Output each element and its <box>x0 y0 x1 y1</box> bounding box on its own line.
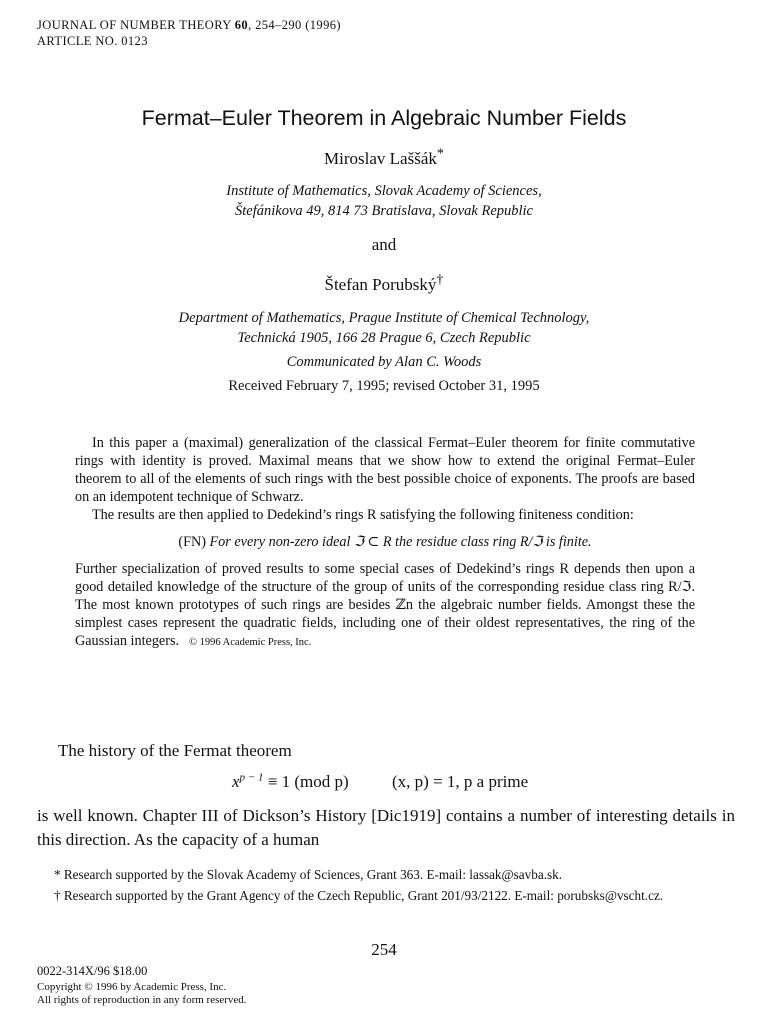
finiteness-condition-label: (FN) <box>178 534 206 551</box>
finiteness-condition <box>75 533 695 551</box>
affiliation-2-line-1: Department of Mathematics, Prague Institute of Chemical Technology, <box>178 310 590 326</box>
paper-title: Fermat–Euler Theorem in Algebraic Number Fields <box>141 106 627 130</box>
formula-exponent: p − 1 <box>239 771 264 784</box>
author-2 <box>0 271 768 295</box>
body-paragraph: is well known. Chapter III of Dickson’s History [Dic1919] contains a number of interesting details in this direction. As the capacity of a human <box>37 806 735 849</box>
page-number: 254 <box>371 940 397 959</box>
received-dates: Received February 7, 1995; revised October 31, 1995 <box>228 378 540 394</box>
footnote-2: † Research supported by the Grant Agency of the Czech Republic, Grant 201/93/2122. E-mail: porubsks@vscht.cz. <box>54 887 664 903</box>
footer-copyright-line-2: All rights of reproduction in any form reserved. <box>37 994 247 1006</box>
footnotes <box>37 866 735 907</box>
article-number: ARTICLE NO. 0123 <box>37 34 148 48</box>
author-1-footnote-mark: * <box>436 145 444 162</box>
journal-header <box>37 17 341 49</box>
journal-volume: 60 <box>234 18 249 32</box>
affiliation-1-line-1: Institute of Mathematics, Slovak Academy of Sciences, <box>226 183 542 199</box>
affiliation-1 <box>0 181 768 221</box>
author-1-name: Miroslav Laššák <box>324 149 437 168</box>
journal-name: JOURNAL OF NUMBER THEORY <box>37 18 232 32</box>
abstract-copyright: © 1996 Academic Press, Inc. <box>189 636 312 648</box>
communicated-by: Communicated by Alan C. Woods <box>286 354 482 370</box>
abstract-paragraph-2: The results are then applied to Dedekind’s rings R satisfying the following finiteness condition: <box>92 507 634 524</box>
journal-pages-year: , 254–290 (1996) <box>248 18 341 32</box>
formula-base: x <box>232 772 240 791</box>
formula-condition: (x, p) = 1, p a prime <box>392 772 529 791</box>
and-separator: and <box>371 235 397 254</box>
journal-citation <box>37 17 341 33</box>
author-2-footnote-mark: † <box>436 271 444 288</box>
abstract <box>75 434 695 652</box>
body-intro: The history of the Fermat theorem <box>58 741 292 760</box>
formula-congruence <box>232 772 349 792</box>
footnote-1: * Research supported by the Slovak Academy of Sciences, Grant 363. E-mail: lassak@savba.sk. <box>54 867 563 882</box>
abstract-paragraph-3-text: Further specialization of proved results to some special cases of Dedekind’s rings R depends then upon a good detailed knowledge of the structure of the group of units of the corresponding residue class ring R/ℑ. The most known prototypes of such rings are besides ℤn the algebraic number fields. Amongst these the simplest cases represent the quadratic fields, including one of their oldest representatives, the ring of the Gaussian integers. <box>75 560 695 649</box>
issn-price: 0022-314X/96 $18.00 <box>37 964 148 978</box>
formula-congruence-rest: ≡ 1 (mod p) <box>263 772 349 791</box>
abstract-paragraph-3 <box>75 560 695 652</box>
abstract-paragraph-1: In this paper a (maximal) generalization of the classical Fermat–Euler theorem for finite commutative rings with identity is proved. Maximal means that we show how to extend the original Fermat–Euler theorem to all of the elements of such rings with the best possible choice of exponents. The proofs are based on an idempotent technique of Schwarz. <box>75 435 695 506</box>
footer-copyright <box>37 981 247 1007</box>
affiliation-2-line-2: Technická 1905, 166 28 Prague 6, Czech Republic <box>237 330 531 346</box>
affiliation-1-line-2: Štefánikova 49, 814 73 Bratislava, Slovak Republic <box>235 203 533 219</box>
footer-copyright-line-1: Copyright © 1996 by Academic Press, Inc. <box>37 981 227 993</box>
affiliation-2 <box>0 308 768 348</box>
author-2-name: Štefan Porubský <box>324 275 437 294</box>
author-1 <box>0 145 768 169</box>
finiteness-condition-text: For every non-zero ideal ℑ ⊂ R the residue class ring R/ℑ is finite. <box>209 534 592 551</box>
